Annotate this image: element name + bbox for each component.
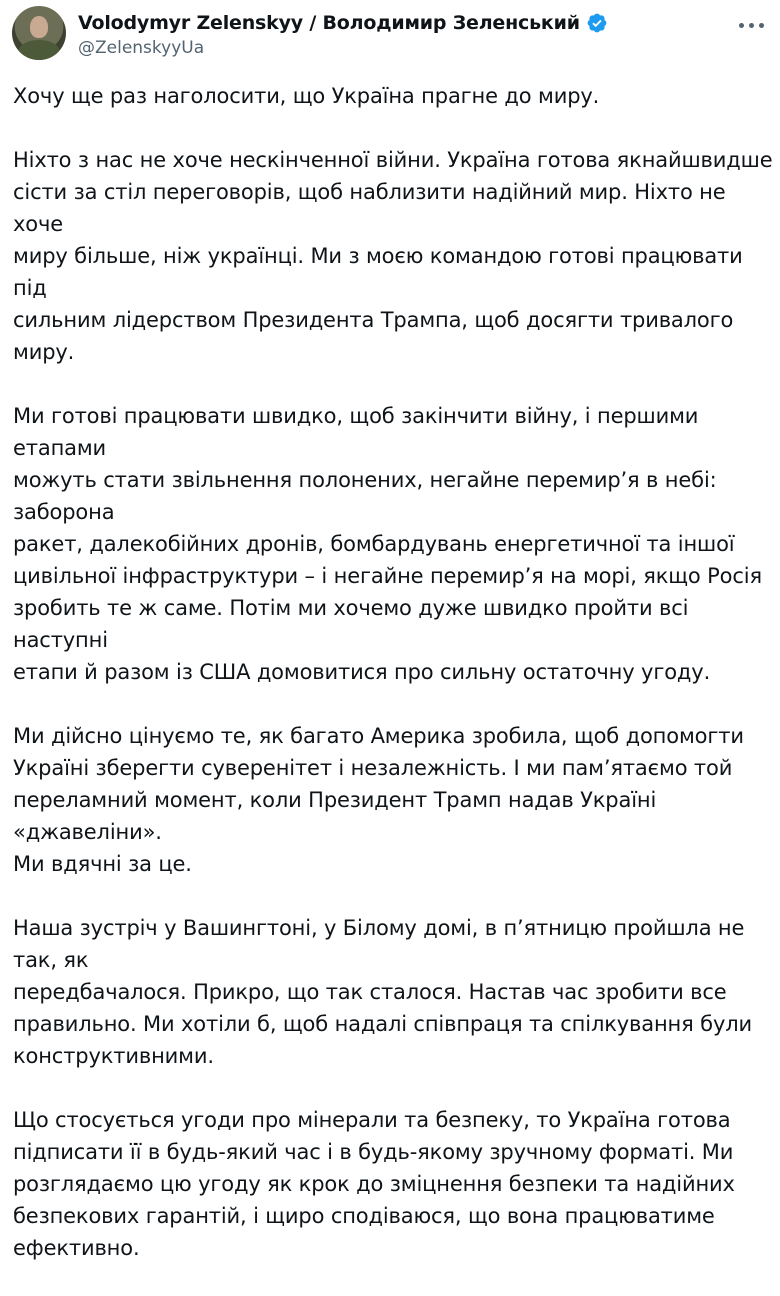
post-header: [12, 6, 768, 64]
post-paragraph-2: Ніхто з нас не хоче нескінченної війни. Україна готова якнайшвидше сісти за стіл переговорів, щоб наблизити надійний мир. Ніхто не хоче миру більше, ніж українці. Ми з моєю командою готові працювати під сильним лідерством Президента Трампа, щоб досягти тривалого миру.: [13, 148, 773, 364]
author-handle[interactable]: @ZelenskyyUa: [78, 38, 205, 58]
author-name-row[interactable]: [78, 10, 608, 36]
verified-badge-icon: [586, 12, 608, 34]
post-paragraph-3: Ми готові працювати швидко, щоб закінчити війну, і першими етапами можуть стати звільнення полонених, негайне перемир’я в небі: заборона ракет, далекобійних дронів, бомбардувань енергетичної та іншої цивільної інфраструктури – і негайне перемир’я на морі, якщо Росія зробить те ж саме. Потім ми хочемо дуже швидко пройти всі наступні етапи й разом із США домовитися про сильну остаточну угоду.: [13, 404, 762, 684]
post-paragraph-5: Наша зустріч у Вашингтоні, у Білому домі, в п’ятницю пройшла не так, як передбачалося. Прикро, що так сталося. Настав час зробити все правильно. Ми хотіли б, щоб надалі співпраця та спілкування були конструктивними.: [13, 916, 752, 1068]
avatar-shoulders: [18, 40, 60, 60]
post-body: [13, 80, 773, 1296]
avatar-face: [30, 16, 48, 38]
author-display-name[interactable]: Volodymyr Zelenskyy / Володимир Зеленський: [78, 12, 580, 34]
post-paragraph-4: Ми дійсно цінуємо те, як багато Америка зробила, щоб допомогти Україні зберегти суверенітет і незалежність. І ми пам’ятаємо той переламний момент, коли Президент Трамп надав Україні «джавеліни». Ми вдячні за це.: [13, 724, 744, 876]
avatar[interactable]: [12, 6, 66, 60]
post-paragraph-1: Хочу ще раз наголосити, що Україна прагне до миру.: [13, 84, 600, 108]
more-dot: [749, 23, 754, 28]
more-dot: [759, 23, 764, 28]
more-dot: [739, 23, 744, 28]
more-options-icon[interactable]: [734, 14, 768, 36]
post-paragraph-6: Що стосується угоди про мінерали та безпеку, то Україна готова підписати її в будь-який час і в будь-якому зручному форматі. Ми розглядаємо цю угоду як крок до зміцнення безпеки та надійних безпекових гарантій, і щиро сподіваюся, що вона працюватиме ефективно.: [13, 1108, 735, 1260]
